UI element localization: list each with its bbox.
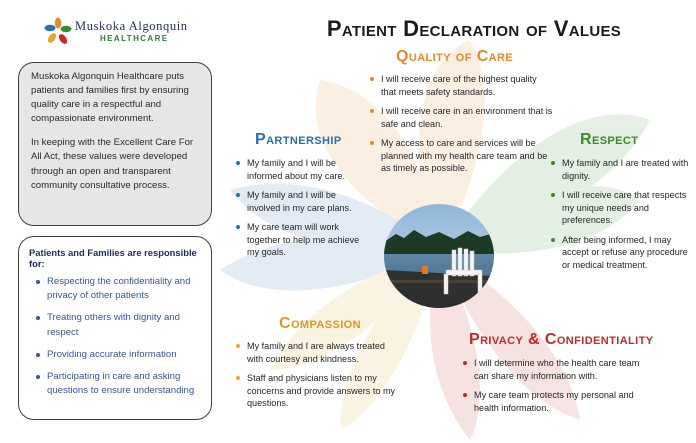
quality-item: I will receive care of the highest quality that meets safety standards. bbox=[367, 73, 553, 98]
quality-of-care-list bbox=[367, 73, 553, 182]
compassion-item: My family and I are always treated with courtesy and kindness. bbox=[233, 340, 401, 365]
compassion-list bbox=[233, 340, 401, 417]
page-title: Patient Declaration of Values bbox=[326, 16, 622, 41]
responsibility-item: Providing accurate information bbox=[29, 348, 203, 362]
respect-item: I will receive care that respects my unique needs and preferences. bbox=[548, 189, 694, 227]
quality-of-care-title: Quality of Care bbox=[396, 48, 514, 65]
partnership-list bbox=[233, 157, 371, 266]
partnership-item: My family and I will be involved in my care plans. bbox=[233, 189, 371, 214]
privacy-confidentiality-list bbox=[460, 357, 650, 421]
responsibility-item: Respecting the confidentiality and privacy of other patients bbox=[29, 275, 203, 303]
respect-item: My family and I are treated with dignity. bbox=[548, 157, 694, 182]
intro-paragraph: In keeping with the Excellent Care For All Act, these values were developed through an open and transparent community consultative process. bbox=[31, 137, 194, 191]
responsibility-item: Treating others with dignity and respect bbox=[29, 311, 203, 339]
quality-item: I will receive care in an environment that is safe and clean. bbox=[367, 105, 553, 130]
compassion-title: Compassion bbox=[279, 315, 361, 332]
logo bbox=[44, 17, 244, 49]
responsibilities-box bbox=[18, 236, 212, 420]
respect-list bbox=[548, 157, 694, 278]
quality-item: My access to care and services will be planned with my health care team and be as timely as possible. bbox=[367, 137, 553, 175]
privacy-confidentiality-title: Privacy & Confidentiality bbox=[469, 331, 654, 348]
logo-name: Muskoka Algonquin bbox=[75, 19, 188, 33]
compassion-item: Staff and physicians listen to my concerns and provide answers to my questions. bbox=[233, 372, 401, 410]
respect-item: After being informed, I may accept or refuse any procedure or medical treatment. bbox=[548, 234, 694, 272]
logo-subtitle: HEALTHCARE bbox=[100, 34, 169, 43]
privacy-item: My care team protects my personal and health information. bbox=[460, 389, 650, 414]
responsibilities-list bbox=[29, 275, 203, 398]
privacy-item: I will determine who the health care team can share my information with. bbox=[460, 357, 650, 382]
partnership-title: Partnership bbox=[255, 131, 342, 148]
respect-title: Respect bbox=[580, 131, 639, 148]
intro-paragraph: Muskoka Algonquin Healthcare puts patients and families first by ensuring quality care in a respectful and compassionate environment. bbox=[31, 71, 189, 125]
partnership-item: My family and I will be informed about my care. bbox=[233, 157, 371, 182]
responsibility-item: Participating in care and asking questions to ensure understanding bbox=[29, 370, 203, 398]
intro-box bbox=[18, 62, 212, 226]
lake-chair-photo bbox=[384, 204, 494, 308]
responsibilities-title: Patients and Families are responsible for: bbox=[29, 247, 197, 269]
logo-mark-icon bbox=[44, 17, 72, 45]
lake-photo-image bbox=[384, 204, 494, 308]
partnership-item: My care team will work together to help me achieve my goals. bbox=[233, 221, 371, 259]
